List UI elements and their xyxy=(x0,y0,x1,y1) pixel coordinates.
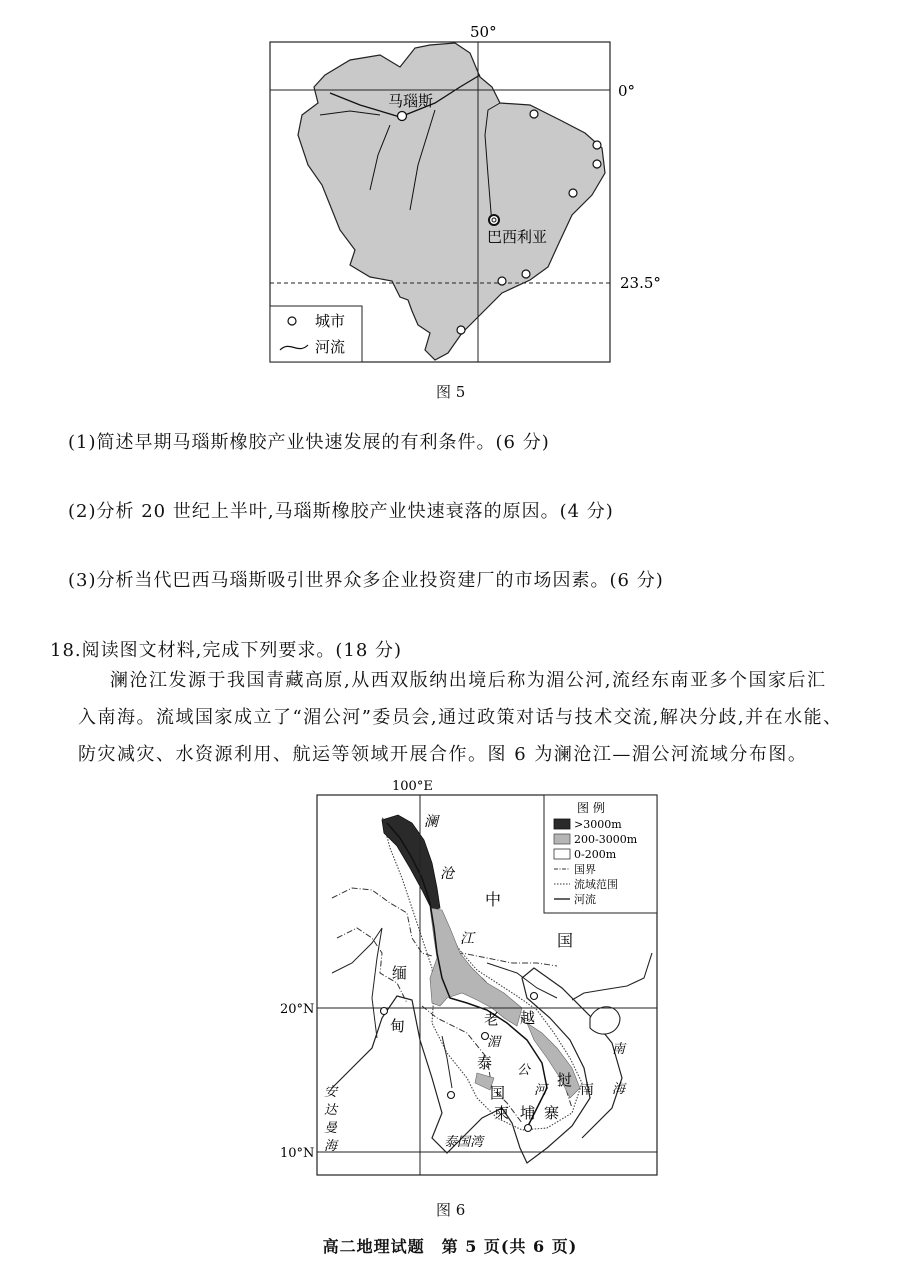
china-char-1: 中 xyxy=(485,890,502,909)
lon-label: 100°E xyxy=(392,779,433,794)
figure6-caption: 图 6 xyxy=(436,1201,466,1219)
question-17-2: (2)分析 20 世纪上半叶,马瑙斯橡胶产业快速衰落的原因。(4 分) xyxy=(68,501,614,522)
andaman-char-2: 达 xyxy=(324,1103,338,1118)
brasilia-label: 巴西利亚 xyxy=(487,228,548,246)
cambodia-char-3: 寨 xyxy=(544,1104,560,1122)
city-marker xyxy=(569,189,577,197)
legend-item-3: 国界 xyxy=(574,863,596,876)
legend-city-label: 城市 xyxy=(315,312,346,330)
city-marker xyxy=(530,110,538,118)
thailand-char-1: 泰 xyxy=(477,1054,493,1072)
laos-char-2: 挝 xyxy=(557,1071,573,1089)
legend-swatch-low xyxy=(554,849,570,859)
equator-label: 0° xyxy=(618,82,636,100)
legend-item-2: 0-200m xyxy=(574,848,617,861)
mekong-char-2: 公 xyxy=(517,1063,531,1078)
q18-line-1: 澜沧江发源于我国青藏高原,从西双版纳出境后称为湄公河,流经东南亚多个国家后汇 xyxy=(110,670,827,691)
question-17-1: (1)简述早期马瑙斯橡胶产业快速发展的有利条件。(6 分) xyxy=(68,432,550,453)
cambodia-char-1: 柬 xyxy=(494,1104,510,1122)
q18-line-3: 防灾减灾、水资源利用、航运等领域开展合作。图 6 为澜沧江—湄公河流域分布图。 xyxy=(78,744,808,765)
city-marker xyxy=(522,270,530,278)
myanmar-char-1: 缅 xyxy=(392,964,408,982)
city-marker xyxy=(457,326,465,334)
mekong-char-1: 湄 xyxy=(487,1035,501,1050)
city-marker xyxy=(448,1092,455,1099)
city-brasilia-inner xyxy=(492,218,496,222)
vietnam-char: 越 xyxy=(520,1009,536,1027)
city-marker xyxy=(381,1008,388,1015)
city-marker xyxy=(593,141,601,149)
nanhai-char-2: 海 xyxy=(612,1082,626,1097)
question-18-heading: 18.阅读图文材料,完成下列要求。(18 分) xyxy=(50,640,403,661)
river-char-1: 澜 xyxy=(424,814,438,830)
city-marker xyxy=(593,160,601,168)
legend-item-5: 河流 xyxy=(574,893,596,906)
city-marker xyxy=(531,993,538,1000)
gulf-label: 泰国湾 xyxy=(444,1135,484,1150)
lat10-label: 10°N xyxy=(280,1146,315,1161)
legend-swatch-high xyxy=(554,819,570,829)
city-marker xyxy=(525,1125,532,1132)
china-char-2: 国 xyxy=(557,931,574,950)
figure5-caption: 图 5 xyxy=(436,383,466,401)
myanmar-char-2: 甸 xyxy=(390,1017,406,1035)
andaman-char-4: 海 xyxy=(324,1139,338,1154)
river-char-2: 沧 xyxy=(440,866,454,882)
page-footer: 高二地理试题 第 5 页(共 6 页) xyxy=(322,1237,578,1256)
legend-river-label: 河流 xyxy=(315,338,346,356)
legend-title: 图 例 xyxy=(577,801,605,815)
figure5-brazil-map xyxy=(230,15,670,385)
city-manaus xyxy=(398,112,407,121)
legend-city-icon xyxy=(288,317,296,325)
andaman-char-3: 曼 xyxy=(324,1121,338,1136)
meridian-label: 50° xyxy=(470,23,497,41)
south-char: 南 xyxy=(580,1082,594,1098)
mekong-char-3: 河 xyxy=(534,1083,548,1098)
figure6-mekong-map xyxy=(272,778,672,1183)
city-marker xyxy=(498,277,506,285)
thailand-char-2: 国 xyxy=(490,1084,506,1102)
tropic-label: 23.5° xyxy=(620,274,661,292)
q18-line-2: 入南海。流域国家成立了“湄公河”委员会,通过政策对话与技术交流,解决分歧,并在水能、 xyxy=(78,707,843,728)
legend-swatch-mid xyxy=(554,834,570,844)
legend-item-4: 流域范围 xyxy=(574,878,618,891)
legend-item-0: >3000m xyxy=(574,818,622,831)
river-char-3: 江 xyxy=(460,931,474,947)
legend-item-1: 200-3000m xyxy=(574,833,638,846)
andaman-char-1: 安 xyxy=(324,1085,338,1100)
cambodia-char-2: 埔 xyxy=(520,1104,536,1122)
question-17-3: (3)分析当代巴西马瑙斯吸引世界众多企业投资建厂的市场因素。(6 分) xyxy=(68,570,664,591)
manaus-label: 马瑙斯 xyxy=(388,92,434,110)
nanhai-char-1: 南 xyxy=(612,1042,626,1057)
laos-char: 老 xyxy=(484,1010,500,1028)
lat20-label: 20°N xyxy=(280,1002,315,1017)
